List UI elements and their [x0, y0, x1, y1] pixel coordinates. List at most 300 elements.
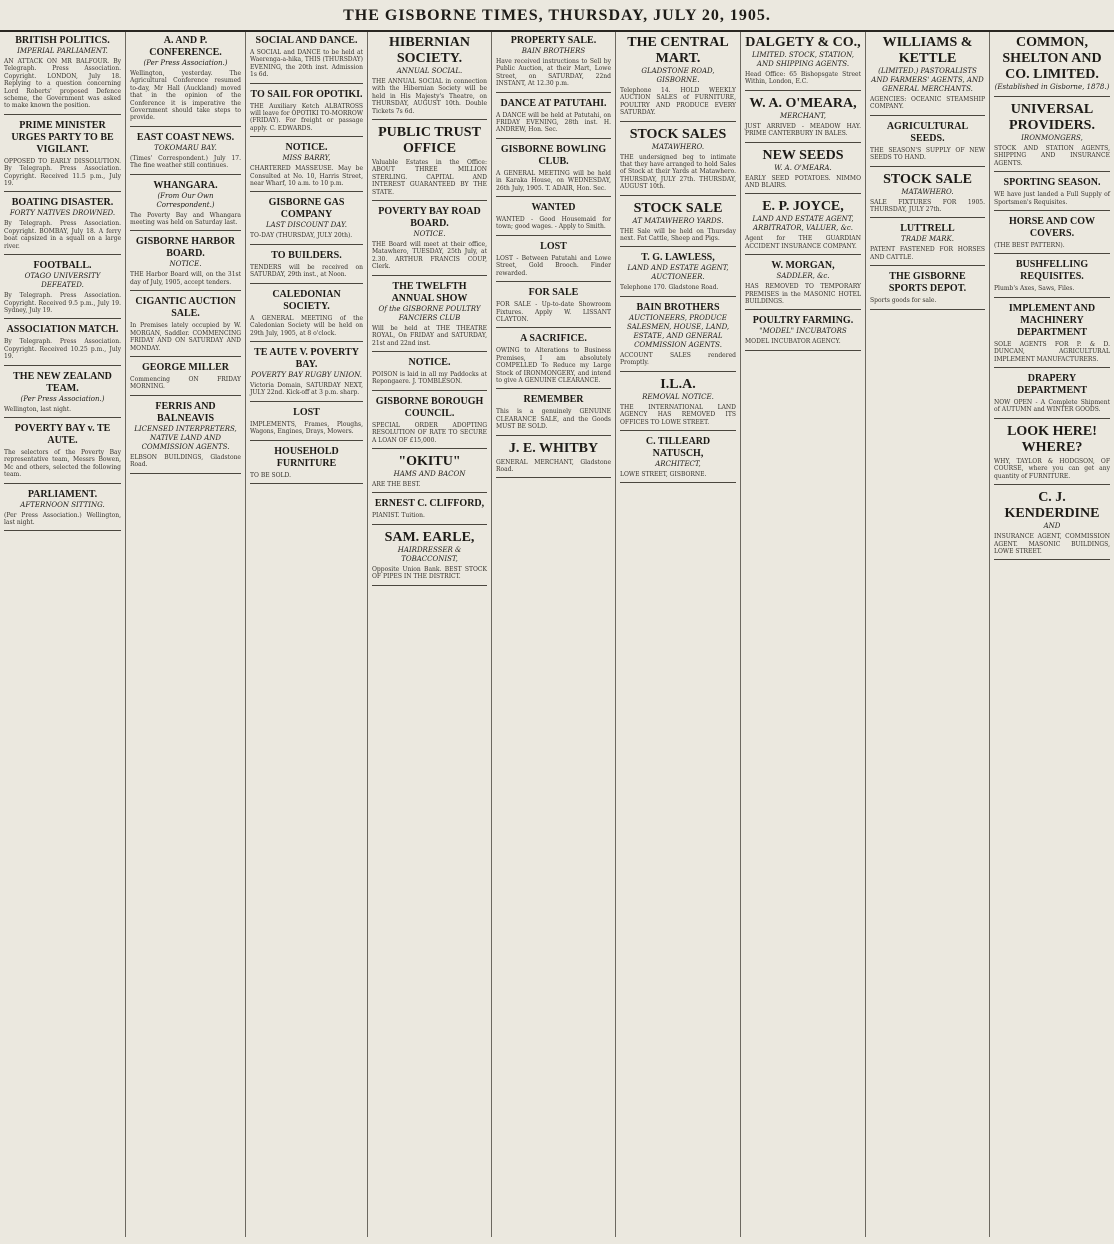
article-subheading: IMPERIAL PARLIAMENT.: [17, 47, 108, 55]
article-body: AN ATTACK ON MR BALFOUR. By Telegraph. Press Association. Copyright. LONDON, July 18. Replying to a question concerning Lord Roberts' proposed Defence scheme, the Government was asked to make known the position.: [4, 58, 121, 110]
article-body: FOR SALE - Up-to-date Showroom Fixtures. Apply W. LISSANT CLAYTON.: [496, 301, 611, 323]
article-body: ARE THE BEST.: [372, 480, 421, 488]
article: [994, 259, 1110, 297]
article-body: STOCK AND STATION AGENTS, SHIPPING AND INSURANCE AGENTS.: [994, 145, 1110, 167]
article-heading: C. TILLEARD NATUSCH,: [645, 435, 711, 459]
article-body: By Telegraph. Press Association. Copyright. Received 9.5 p.m., July 19. Sydney, July 19.: [4, 292, 121, 314]
column-rule: [496, 435, 611, 436]
article: [620, 377, 736, 431]
article-body: PIANIST. Tuition.: [372, 512, 425, 520]
article-body: SALE FIXTURES FOR 1905. THURSDAY, JULY 27th.: [870, 198, 985, 214]
article: [250, 35, 363, 84]
column-rule: [130, 290, 241, 291]
article-heading: STOCK SALE: [883, 171, 972, 187]
article: [372, 35, 487, 120]
article-subheading: LAND AND ESTATE AGENT, ARBITRATOR, VALUER, &c.: [752, 215, 854, 233]
article: [372, 530, 487, 586]
article-body: THE Board will meet at their office, Matawhero, TUESDAY, 25th July, at 2.30. ARTHUR FRANCIS COUP, Clerk.: [372, 241, 487, 271]
article-body: In Premises lately occupied by W. MORGAN, Saddler. COMMENCING FRIDAY AND ON SATURDAY AND MONDAY.: [130, 322, 241, 352]
article-heading: E. P. JOYCE,: [762, 199, 844, 215]
article-heading: CALEDONIAN SOCIETY.: [272, 288, 341, 312]
column-rule: [130, 230, 241, 231]
column-rule: [870, 265, 985, 266]
article: [870, 121, 985, 167]
article: [745, 148, 861, 195]
article: [250, 89, 363, 138]
article-heading: LOST: [540, 240, 567, 252]
article-heading: GISBORNE BOROUGH COUNCIL.: [375, 395, 484, 419]
column-rule: [496, 388, 611, 389]
column-rule: [745, 350, 861, 351]
column-rule: [130, 126, 241, 127]
article-heading: BAIN BROTHERS: [636, 301, 720, 313]
article: [870, 271, 985, 309]
column-rule: [496, 235, 611, 236]
article: [620, 252, 736, 296]
article-subheading: SADDLER, &c.: [776, 272, 830, 281]
article: [372, 281, 487, 352]
column-9: [990, 32, 1114, 1237]
article-subheading: LAST DISCOUNT DAY.: [266, 221, 347, 230]
article-heading: THE NEW ZEALAND TEAM.: [13, 370, 112, 394]
article-body: WHY, TAYLOR & HODGSON, OF COURSE, where you can get any quantity of FURNITURE.: [994, 457, 1110, 480]
article-heading: PARLIAMENT.: [27, 488, 98, 500]
column-2: [126, 32, 246, 1237]
article-body: A GENERAL MEETING will be held in Karaka House, on WEDNESDAY, 26th July, 1905. T. ADAIR, Hon. Sec.: [496, 169, 611, 192]
article-subheading: IRONMONGERS,: [1021, 134, 1083, 142]
column-rule: [496, 196, 611, 197]
article: [620, 436, 736, 483]
column-rule: [130, 356, 241, 357]
article: [870, 172, 985, 219]
column-rule: [250, 341, 363, 342]
article: [250, 197, 363, 244]
article: [4, 260, 121, 319]
article: [496, 394, 611, 435]
article: [130, 236, 241, 291]
article-heading: TO BUILDERS.: [271, 249, 342, 261]
article-heading: THE GISBORNE SPORTS DEPOT.: [888, 271, 967, 295]
article-heading: NOTICE.: [285, 142, 328, 154]
article-subheading: LICENSED INTERPRETERS, NATIVE LAND AND COMMISSION AGENTS.: [134, 424, 237, 451]
article-heading: SOCIAL AND DANCE.: [255, 35, 358, 46]
article-heading: FOR SALE: [528, 287, 579, 299]
article: [745, 315, 861, 350]
column-rule: [4, 114, 121, 115]
article-heading: POVERTY BAY v. TE AUTE.: [14, 422, 111, 446]
article-body: WANTED - Good Housemaid for town; good wages. - Apply to Smith.: [496, 216, 611, 231]
column-rule: [620, 482, 736, 483]
article-subheading: NOTICE.: [169, 260, 202, 269]
article-body: WE have just landed a Full Supply of Sportsmen's Requisites.: [994, 191, 1110, 206]
article: [496, 287, 611, 328]
column-rule: [250, 401, 363, 402]
article-body: CHARTERED MASSEUSE. May be Consulted at No. 10, Harris Street, near Wharf, 10 a.m. to 10 p.m.: [250, 165, 363, 188]
article-body: Head Office: 65 Bishopsgate Street Within, London, E.C.: [745, 71, 861, 86]
article-body: SOLE AGENTS FOR P. & D. DUNCAN, AGRICULTURAL IMPLEMENT MANUFACTURERS.: [994, 340, 1110, 363]
article-heading: GISBORNE HARBOR BOARD.: [135, 236, 236, 260]
article-subheading: TRADE MARK.: [901, 235, 954, 244]
article-heading: GEORGE MILLER: [142, 361, 229, 373]
article: [130, 362, 241, 396]
article-subheading: GLADSTONE ROAD, GISBORNE.: [641, 67, 715, 84]
article-heading: GISBORNE BOWLING CLUB.: [500, 143, 607, 167]
column-rule: [4, 365, 121, 366]
article-body: Victoria Domain, SATURDAY NEXT, JULY 22nd. Kick-off at 3 p.m. sharp.: [250, 381, 363, 397]
column-rule: [250, 191, 363, 192]
article-body: THE Sale will be held on Thursday next. Fat Cattle, Sheep and Pigs.: [620, 227, 736, 243]
article-heading: HIBERNIAN SOCIETY.: [389, 35, 470, 66]
article-heading: J. E. WHITBY: [508, 440, 599, 456]
column-rule: [620, 246, 736, 247]
article: [130, 132, 241, 175]
article-heading: COMMON, SHELTON AND CO. LIMITED.: [1002, 35, 1102, 82]
article-body: TO BE SOLD.: [250, 471, 292, 479]
article: [4, 35, 121, 115]
article-heading: CIGANTIC AUCTION SALE.: [135, 296, 236, 320]
article-body: Will be held at THE THEATRE ROYAL, On FRIDAY and SATURDAY, 21st and 22nd inst.: [372, 324, 487, 347]
article-heading: BUSHFELLING REQUISITES.: [1015, 259, 1089, 283]
article-body: The selectors of the Poverty Bay representative team, Messrs Bowen, Mc and others, selected the following team.: [4, 448, 121, 479]
article: [372, 206, 487, 276]
article: [496, 241, 611, 282]
article-heading: SPORTING SEASON.: [1003, 177, 1101, 189]
article-body: JUST ARRIVED - MEADOW HAY. PRIME CANTERBURY IN BALES.: [745, 122, 861, 138]
article-body: NOW OPEN - A Complete Shipment of AUTUMN and WINTER GOODS.: [994, 399, 1110, 414]
article: [496, 441, 611, 479]
article-heading: IMPLEMENT AND MACHINERY DEPARTMENT: [1008, 302, 1096, 338]
column-rule: [994, 253, 1110, 254]
article-subheading: (Established in Gisborne, 1878.): [994, 83, 1110, 91]
column-8: [866, 32, 990, 1237]
article-heading: DALGETY & CO.,: [745, 35, 861, 50]
column-rule: [620, 296, 736, 297]
article: [372, 396, 487, 449]
article-body: TO-DAY (THURSDAY, JULY 20th).: [250, 232, 353, 240]
article-body: MODEL INCUBATOR AGENCY.: [745, 338, 841, 346]
article-subheading: AND: [1043, 522, 1061, 531]
article-body: PATENT FASTENED FOR HORSES AND CATTLE.: [870, 246, 985, 261]
article: [130, 180, 241, 232]
column-rule: [130, 174, 241, 175]
column-rule: [870, 115, 985, 116]
column-rule: [372, 351, 487, 352]
article-heading: WILLIAMS & KETTLE: [882, 35, 973, 66]
article-body: OPPOSED TO EARLY DISSOLUTION. By Telegraph. Press Association. Copyright. Received 11.5 p.m., July 19.: [4, 157, 121, 188]
column-rule: [4, 254, 121, 255]
article: [620, 127, 736, 196]
article-body: OWING to Alterations to Business Premises, I am absolutely COMPELLED To Reduce my Large Stock of IRONMONGERY, and intend to give A GENUINE CLEARANCE.: [496, 347, 611, 384]
column-7: [741, 32, 866, 1237]
column-rule: [4, 191, 121, 192]
column-rule: [4, 417, 121, 418]
column-rule: [250, 244, 363, 245]
article-body: Telephone 170. Gladstone Road.: [620, 284, 719, 292]
article: [496, 35, 611, 93]
article-subheading: POVERTY BAY RUGBY UNION.: [251, 370, 362, 379]
column-rule: [994, 367, 1110, 368]
article-body: The Poverty Bay and Whangara meeting was held on Saturday last.: [130, 211, 241, 227]
article: [130, 35, 241, 127]
masthead-title: THE GISBORNE TIMES, THURSDAY, JULY 20, 1905.: [343, 7, 771, 24]
article-heading: BOATING DISASTER.: [11, 197, 114, 209]
article-body: Wellington, yesterday. The Agricultural Conference resumed to-day, Mr Hall (Auckland) moved that in the opinion of the Conference it is imperative the Government should take steps to provide.: [130, 70, 241, 122]
article-heading: THE CENTRAL MART.: [627, 35, 729, 66]
column-rule: [620, 430, 736, 431]
article: [372, 125, 487, 201]
article-body: By Telegraph. Press Association. Copyright. BOMBAY, July 18. A ferry boat capsized in a squall on a large river.: [4, 220, 121, 250]
column-rule: [870, 217, 985, 218]
column-rule: [4, 483, 121, 484]
article-heading: TO SAIL FOR OPOTIKI.: [250, 88, 363, 100]
article-heading: DRAPERY DEPARTMENT: [1016, 373, 1088, 397]
article: [870, 223, 985, 266]
article-subheading: (Per Press Association.): [143, 59, 228, 67]
column-rule: [496, 477, 611, 478]
article-body: THE undersigned beg to intimate that they have arranged to hold Sales of Stock at their Yards at Matawhero. THURSDAY, JULY 27th. THURSDAY, AUGUST 10th.: [620, 153, 736, 191]
article-heading: C. J. KENDERDINE: [1004, 490, 1100, 522]
article-subheading: LIMITED. STOCK, STATION, AND SHIPPING AGENTS.: [751, 51, 854, 68]
article-subheading: OTAGO UNIVERSITY DEFEATED.: [24, 272, 101, 290]
article-body: (Per Press Association.) Wellington, last night.: [4, 511, 121, 526]
column-rule: [620, 121, 736, 122]
article-heading: POULTRY FARMING.: [752, 315, 854, 327]
article-body: By Telegraph. Press Association. Copyright. Received 10.25 p.m., July 19.: [4, 338, 121, 361]
column-rule: [372, 448, 487, 449]
article: [496, 333, 611, 389]
column-rule: [250, 283, 363, 284]
article-heading: PRIME MINISTER URGES PARTY TO BE VIGILANT.: [11, 119, 114, 155]
article-body: Opposite Union Bank. BEST STOCK OF PIPES IN THE DISTRICT.: [372, 565, 487, 581]
article-subheading: (LIMITED.) PASTORALISTS AND FARMERS' AGENTS, AND GENERAL MERCHANTS.: [871, 67, 984, 93]
article: [994, 490, 1110, 560]
article: [496, 144, 611, 197]
article-body: Wellington, last night.: [4, 405, 72, 413]
article-heading: LOST: [293, 406, 320, 418]
article-body: EARLY SEED POTATOES. NIMMO AND BLAIRS.: [745, 174, 861, 190]
column-rule: [372, 390, 487, 391]
article-subheading: LAND AND ESTATE AGENT, AUCTIONEER.: [627, 264, 729, 282]
column-4: [368, 32, 492, 1237]
article-heading: DANCE AT PATUTAHI.: [500, 97, 607, 109]
article-heading: HOUSEHOLD FURNITURE: [274, 445, 339, 469]
article: [994, 424, 1110, 485]
article-body: (Times' Correspondent.) July 17. The fine weather still continues.: [130, 154, 241, 170]
article: [372, 498, 487, 524]
article-subheading: AT MATAWHERO YARDS.: [632, 216, 724, 225]
article-heading: WHANGARA.: [153, 179, 218, 191]
article-body: TENDERS will be received on SATURDAY, 29th inst., at Noon.: [250, 263, 363, 279]
column-rule: [372, 119, 487, 120]
article-body: POISON is laid in all my Paddocks at Repongaere. J. TOMBLESON.: [372, 370, 487, 386]
article-heading: ERNEST C. CLIFFORD,: [374, 498, 485, 510]
article: [372, 357, 487, 391]
article-subheading: BAIN BROTHERS: [521, 47, 586, 55]
column-rule: [620, 371, 736, 372]
column-rule: [130, 473, 241, 474]
article-subheading: MATAWHERO.: [651, 142, 705, 151]
article-subheading: ARCHITECT,: [655, 459, 701, 468]
column-rule: [994, 559, 1110, 560]
article-body: THE SEASON'S SUPPLY OF NEW SEEDS TO HAND.: [870, 146, 985, 162]
article-subheading: (From Our Own Correspondent.): [156, 191, 215, 209]
column-rule: [994, 484, 1110, 485]
article-body: (THE BEST PATTERN).: [994, 242, 1065, 250]
column-rule: [372, 275, 487, 276]
article-body: This is a genuinely GENUINE CLEARANCE SALE, and the Goods MUST BE SOLD.: [496, 408, 611, 431]
article-heading: "OKITU": [398, 453, 461, 469]
column-rule: [745, 309, 861, 310]
column-rule: [4, 530, 121, 531]
column-rule: [372, 492, 487, 493]
article-body: THE Harbor Board will, on the 31st day of July, 1905, accept tenders.: [130, 271, 241, 286]
article-heading: PUBLIC TRUST OFFICE: [378, 125, 481, 157]
column-rule: [994, 418, 1110, 419]
article-subheading: FORTY NATIVES DROWNED.: [9, 209, 116, 218]
column-rule: [372, 200, 487, 201]
article-heading: NOTICE.: [408, 356, 451, 368]
article: [372, 454, 487, 493]
article: [4, 120, 121, 193]
article-body: Plumb's Axes, Saws, Files.: [994, 285, 1075, 293]
column-rule: [745, 90, 861, 91]
column-rule: [870, 166, 985, 167]
article-body: A SOCIAL and DANCE to be held at Waerenga-a-hika, THIS (THURSDAY) EVENING, the 20th inst. Admission 1s 6d.: [250, 49, 364, 79]
column-rule: [745, 254, 861, 255]
column-rule: [496, 138, 611, 139]
article-body: GENERAL MERCHANT, Gladstone Road.: [496, 458, 611, 473]
article-subheading: MERCHANT,: [779, 111, 827, 120]
article-body: ELBSON BUILDINGS, Gladstone Road.: [130, 453, 241, 469]
article-body: LOST - Between Patutahi and Lowe Street, Gold Brooch. Finder rewarded.: [496, 254, 611, 277]
article-heading: FOOTBALL.: [33, 260, 92, 272]
article-heading: POVERTY BAY ROAD BOARD.: [378, 206, 481, 230]
article: [994, 216, 1110, 254]
column-rule: [994, 297, 1110, 298]
article-heading: TE AUTE V. POVERTY BAY.: [254, 346, 359, 370]
article-heading: NEW SEEDS: [762, 147, 844, 163]
column-rule: [745, 142, 861, 143]
column-rule: [994, 171, 1110, 172]
article: [4, 324, 121, 365]
article: [4, 371, 121, 418]
article: [745, 35, 861, 91]
column-rule: [372, 585, 487, 586]
article-heading: STOCK SALES: [629, 126, 727, 142]
article-subheading: REMOVAL NOTICE.: [642, 392, 714, 401]
column-rule: [496, 327, 611, 328]
article-heading: FERRIS AND BALNEAVIS: [155, 400, 216, 424]
article-subheading: HAMS AND BACON: [393, 469, 466, 478]
article: [250, 347, 363, 402]
column-3: [246, 32, 368, 1237]
article-heading: REMEMBER: [523, 394, 584, 406]
article-subheading: W. A. O'MEARA.: [774, 163, 832, 172]
article-heading: THE TWELFTH ANNUAL SHOW: [391, 280, 468, 304]
article: [250, 289, 363, 342]
article: [745, 260, 861, 310]
article-body: ACCOUNT SALES rendered Promptly.: [620, 351, 736, 367]
column-rule: [496, 92, 611, 93]
article: [250, 446, 363, 484]
article: [250, 407, 363, 441]
article-body: INSURANCE AGENT, COMMISSION AGENT. MASONIC BUILDINGS, LOWE STREET.: [994, 533, 1110, 555]
article-heading: A. AND P. CONFERENCE.: [149, 35, 222, 58]
article-body: SPECIAL ORDER ADOPTING RESOLUTION OF RATE TO SECURE A LOAN OF £15,000.: [372, 421, 487, 444]
article-heading: STOCK SALE: [633, 200, 723, 216]
article-heading: HORSE AND COW COVERS.: [1008, 216, 1096, 240]
article-body: THE ANNUAL SOCIAL in connection with the Hibernian Society will be held in His Majesty's Theatre, on THURSDAY, AUGUST 10th. Double Tickets 7s 6d.: [372, 78, 487, 115]
column-rule: [994, 96, 1110, 97]
article-heading: W. MORGAN,: [771, 260, 835, 272]
article-heading: LUTTRELL: [900, 223, 955, 235]
article-body: Agent for THE GUARDIAN ACCIDENT INSURANCE COMPANY.: [745, 235, 861, 250]
article-body: IMPLEMENTS, Frames, Ploughs, Wagons, Engines, Drays, Mowers.: [250, 420, 363, 436]
column-rule: [250, 440, 363, 441]
article-body: Telephone 14. HOLD WEEKLY AUCTION SALES of FURNITURE, POULTRY AND PRODUCE EVERY SATURDAY.: [620, 87, 736, 117]
article-body: A DANCE will be held at Patutahi, on FRIDAY EVENING, 28th inst. H. ANDREW, Hon. Sec.: [496, 111, 611, 134]
column-rule: [250, 483, 363, 484]
article: [994, 35, 1110, 97]
article-heading: ASSOCIATION MATCH.: [6, 324, 119, 336]
article-heading: W. A. O'MEARA,: [749, 95, 857, 111]
article: [130, 401, 241, 474]
article: [4, 489, 121, 532]
article-heading: I.L.A.: [660, 376, 696, 392]
article-heading: LOOK HERE! WHERE?: [1007, 423, 1097, 455]
article-heading: A SACRIFICE.: [520, 333, 587, 345]
article-body: Have received instructions to Sell by Public Auction, at their Mart, Lowe Street, on SATURDAY, 22nd INSTANT, At 12.30 p.m.: [496, 58, 611, 88]
article-body: THE Auxiliary Ketch ALBATROSS will leave for OPOTIKI TO-MORROW (FRIDAY). For freight or passage apply. C. EDWARDS.: [250, 102, 363, 132]
article-subheading: Of the GISBORNE POULTRY FANCIERS CLUB: [378, 304, 481, 322]
column-rule: [496, 281, 611, 282]
column-6: [616, 32, 741, 1237]
article: [870, 35, 985, 116]
article: [496, 202, 611, 236]
article: [4, 423, 121, 484]
article-heading: AGRICULTURAL SEEDS.: [886, 120, 969, 144]
article-subheading: MISS BARRY,: [282, 154, 331, 163]
article: [745, 199, 861, 255]
column-rule: [130, 395, 241, 396]
column-rule: [4, 318, 121, 319]
article: [620, 201, 736, 248]
article-body: A GENERAL MEETING of the Caledonian Society will be held on 29th July, 1905, at 8 o'clock.: [250, 314, 363, 337]
column-rule: [994, 210, 1110, 211]
article-subheading: (Per Press Association.): [20, 394, 105, 403]
column-rule: [250, 136, 363, 137]
article-heading: T. G. LAWLESS,: [641, 252, 715, 264]
column-rule: [745, 193, 861, 194]
article: [250, 250, 363, 284]
article: [745, 96, 861, 143]
column-rule: [620, 195, 736, 196]
article: [994, 373, 1110, 419]
article-body: Valuable Estates in the Office: ABOUT THREE MILLION STERLING. CAPITAL AND INTEREST GUARANTEED BY THE STATE.: [372, 159, 487, 196]
article-body: AGENCIES: OCEANIC STEAMSHIP COMPANY.: [870, 96, 985, 111]
article-heading: GISBORNE GAS COMPANY: [268, 197, 345, 221]
article-subheading: AFTERNOON SITTING.: [20, 500, 105, 509]
column-rule: [870, 309, 985, 310]
column-1: [0, 32, 126, 1237]
article-body: Sports goods for sale.: [870, 297, 937, 305]
article-heading: SAM. EARLE,: [384, 529, 475, 545]
article: [620, 302, 736, 372]
article-subheading: AUCTIONEERS, PRODUCE SALESMEN, HOUSE, LAND, ESTATE, AND GENERAL COMMISSION AGENTS.: [626, 313, 730, 349]
article: [994, 177, 1110, 211]
article: [496, 98, 611, 139]
masthead: [0, 0, 1114, 32]
